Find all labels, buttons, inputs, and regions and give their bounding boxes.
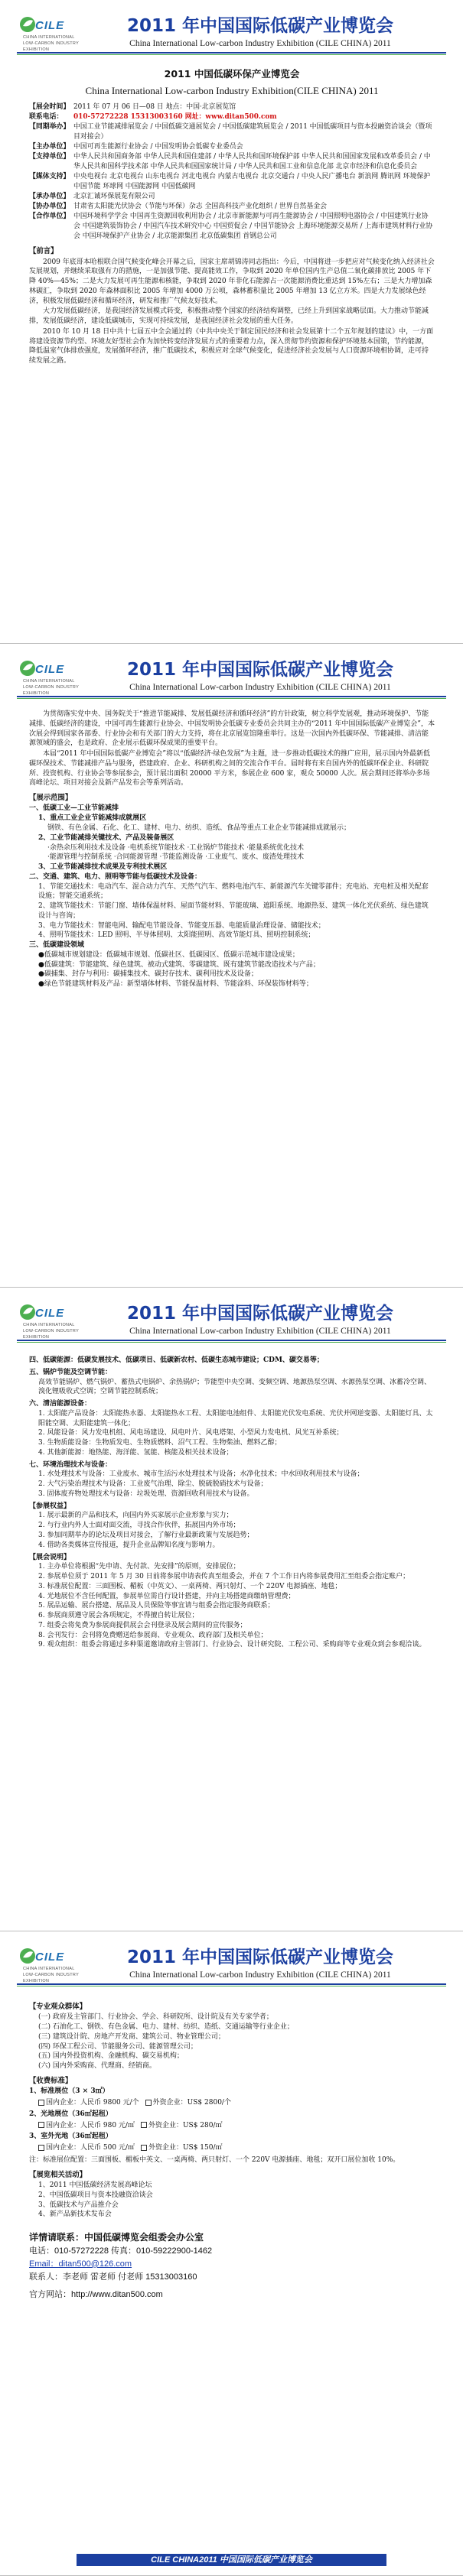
fee-foreign-text: 外资企业：US$ 2800/个 xyxy=(152,2099,231,2107)
exhibition-title-en: China International Low-carbon Industry Exhibition (CILE CHINA) 2011 xyxy=(129,1327,391,1336)
info-value: 2011 年 07 月 06 日—08 日 地点：中国·北京展览馆 xyxy=(73,103,236,112)
preface-paragraph: 2010 年 10 月 18 日中共十七届五中全会通过的《中共中央关于制定国民经济和社会发展第十二个五年规划的建议》中，一方面将建设资源节约型、环境友好型社会作为加快转变经济发展方式的重要着力点，深入贯彻节约资源和保护环境基本国策，节约能源，降低温室气体排放强度，发展循环经济，推广低碳技术，积极应对全球气候变化，促进经济社会发展与人口资源环境相协调，走可持续发展之路。 xyxy=(29,327,434,365)
fee-label: 2、光地展位（36㎡起租） xyxy=(29,2110,112,2118)
intro-text xyxy=(29,710,435,788)
header-divider-green xyxy=(17,54,446,55)
info-row xyxy=(29,152,435,172)
page3-item: 3. 生物质能设备：生物质发电、生物质燃料、沼气工程、生物柴油、燃料乙醇； xyxy=(38,1439,282,1447)
page3-lines xyxy=(29,1356,435,1650)
audience-item: (三) 建筑设计院、房地产开发商、建筑公司、物业管理公司； xyxy=(38,2032,225,2041)
scope-item: 二、交通、建筑、电力、照明等节能与低碳技术及设备： xyxy=(29,872,202,881)
scope-item: ●绿色节能建筑材料及产品：新型墙体材料、节能保温材料、节能涂料、环保装饰材料等； xyxy=(38,980,313,989)
info-list xyxy=(29,102,435,242)
info-row xyxy=(29,102,435,112)
logo-text: CILE xyxy=(35,1951,65,1964)
info-key: 【承办单位】 xyxy=(29,193,70,201)
footer-banner: CILE CHINA2011 中国国际低碳产业博览会 xyxy=(77,2554,386,2566)
fee-list xyxy=(29,2087,435,2153)
fee-foreign-text: 外资企业：US$ 150/㎡ xyxy=(148,2144,223,2152)
info-key: 【协办单位】 xyxy=(29,203,70,211)
expo-heading: 2011 中国低碳环保产业博览会 xyxy=(164,68,300,80)
page3-item: 5. 展品运输、展台搭建、展品及人员保险等事宜请与组委会指定服务商联系； xyxy=(38,1602,275,1610)
preface-title: 【前言】 xyxy=(29,247,58,256)
info-value: 甘肃省太阳能光伏协会（节能与环保）杂志 全国高科技产业化组织 / 世界自然基金会 xyxy=(73,203,327,211)
logo-subtitle: CHINA INTERNATIONAL LOW-CARBON INDUSTRY EXHIBITION xyxy=(23,1967,79,1983)
fee-domestic-text: 国内企业：人民币 500 元/㎡ xyxy=(46,2144,135,2152)
header-divider xyxy=(17,52,446,54)
fee-foreign-text: 外资企业：US$ 280/㎡ xyxy=(148,2121,223,2129)
page-header xyxy=(0,1931,463,1999)
scope-item: 1、重点工业企业节能减排成就展区 xyxy=(38,814,147,823)
info-key: 【展会时间】 xyxy=(29,103,70,112)
exhibition-title-en: China International Low-carbon Industry Exhibition (CILE CHINA) 2011 xyxy=(129,39,391,48)
scope-list xyxy=(29,804,435,989)
scope-item: 2、工业节能减排关键技术、产品及装备展区 xyxy=(38,833,174,842)
logo-text: CILE xyxy=(35,19,65,32)
audience-item: (四) 环保工程公司、节能服务公司、能源管理公司； xyxy=(38,2042,197,2051)
scope-item: ●低碳城市规划建设：低碳城市规划、低碳社区、低碳园区、低碳示范城市建设成果； xyxy=(38,950,299,959)
page-2 xyxy=(0,644,463,1288)
audience-list xyxy=(29,2012,435,2071)
contact-people: 联系人：李老师 雷老师 付老师 15313003160 xyxy=(29,2272,197,2282)
scope-item: 3、工业节能减排技术成果及专利技术展区 xyxy=(38,863,168,872)
scope-item: 3、电力节能技术：智能电网、输配电节能设备、节能变压器、电能质量治理设备、储能技术； xyxy=(38,921,325,930)
fee-block xyxy=(29,2132,435,2153)
page3-item: 1. 主办单位将根据“先申请、先付款、先安排”的原则，安排展位； xyxy=(38,1563,240,1571)
logo-subtitle: CHINA INTERNATIONAL LOW-CARBON INDUSTRY EXHIBITION xyxy=(23,35,79,52)
audience-title: 【专业观众群体】 xyxy=(29,2003,87,2011)
page3-item: 2. 与行业内外人士面对面交流，寻找合作伙伴，拓展国内外市场； xyxy=(38,1522,240,1530)
cile-logo xyxy=(18,1947,80,1983)
page3-item: 2. 大气污染治理技术与设备：工业废气治理、除尘、脱硫脱硝技术与设备； xyxy=(38,1480,268,1489)
scope-item: ·能源管理与控制系统 ·合同能源管理 ·节能监测设备 ·工业废气、废水、废渣处理技术 xyxy=(47,853,305,862)
info-row xyxy=(29,112,435,122)
info-value: 中华人民共和国商务部 中华人民共和国住建部 / 中华人民共和国环境保护部 中华人民共和国国家发展和改革委员会 / 中华人民共和国科学技术部 中华人民共和国国家统计局 / 中华人民共和国工业和信息化部 北京市经济和信息化委员会 xyxy=(73,153,431,171)
page-header xyxy=(0,644,463,711)
scope-item: 三、低碳建设领域 xyxy=(29,941,85,950)
fee-options xyxy=(29,2143,435,2153)
page-3 xyxy=(0,1288,463,1931)
fee-domestic-option[interactable] xyxy=(38,2098,139,2108)
audience-item: (六) 国内外采购商、代理商、经销商。 xyxy=(38,2062,156,2071)
info-key: 【媒体支持】 xyxy=(29,173,70,181)
page3-item: 8. 会刊发行：会刊将免费赠送给参展商、专业观众、政府部门及相关单位； xyxy=(38,1631,268,1639)
fee-title: 【收费标准】 xyxy=(29,2076,73,2085)
exhibition-title: 2011 年中国国际低碳产业博览会 xyxy=(126,16,394,36)
contact-block xyxy=(29,2230,435,2302)
header-divider xyxy=(17,696,446,697)
activity-title: 【展览相关活动】 xyxy=(29,2170,87,2179)
scope-item: 2、建筑节能技术：节能门窗、墙体保温材料、屋面节能材料、节能玻璃、遮阳系统、地源热泵、建筑一体化光伏系统、绿色建筑设计与咨询； xyxy=(38,902,429,920)
scope-item: 4、照明节能技术：LED 照明、半导体照明、太阳能照明、高效节能灯具、照明控制系统； xyxy=(38,931,315,940)
leaf-icon xyxy=(18,659,37,677)
fee-block xyxy=(29,2110,435,2131)
exhibition-title: 2011 年中国国际低碳产业博览会 xyxy=(126,1304,394,1324)
checkbox-icon[interactable] xyxy=(38,2145,44,2151)
page2-content xyxy=(29,710,435,989)
info-row xyxy=(29,192,435,202)
page3-item: 9. 观众组织：组委会将通过多种渠道邀请政府主管部门、行业协会、设计研究院、工程公司、采购商等专业观众到会参观洽谈。 xyxy=(38,1641,426,1649)
page-header xyxy=(0,1288,463,1355)
page3-item: 7. 组委会将免费为参展商提供展会会刊登录及展会期间的宣传服务； xyxy=(38,1621,247,1629)
info-row xyxy=(29,172,435,192)
scope-item: ●碳捕集、封存与利用：碳捕集技术、碳封存技术、碳利用技术及设备； xyxy=(38,970,258,979)
fee-label: 3、室外光地（36㎡起租） xyxy=(29,2133,112,2141)
checkbox-icon[interactable] xyxy=(38,2122,44,2128)
header-divider-green xyxy=(17,698,446,699)
page1-content xyxy=(29,66,435,367)
activity-list xyxy=(29,2181,435,2220)
intro-paragraph: 为贯彻落实党中央、国务院关于“推进节能减排、发展低碳经济和循环经济”的方针政策，树立科学发展观，推动环境保护、节能减排、低碳经济的建设，中国可再生能源行业协会、中国发明协会低碳专业委员会共同主办的“2011 年中国国际低碳产业博览会”，本次展会得到国家各部委、行业协会和有关部门的大力支持，将在北京展览馆隆重举行。这是一次国内外低碳环保、节能减排、清洁能源领域的盛会，也是政府、企业展示低碳环保成果的重要平台。 xyxy=(29,710,435,748)
activity-item: 2、中国低碳项目与资本投融资洽谈会 xyxy=(38,2191,153,2199)
audience-item: (二) 石油化工、钢铁、有色金属、电力、建材、纺织、造纸、交通运输等行业企业； xyxy=(38,2023,294,2032)
page-header xyxy=(0,0,463,67)
scope-item: ·余热余压利用技术及设备 ·电机系统节能技术 ·工业锅炉节能技术 ·能量系统优化技术 xyxy=(47,843,305,852)
leaf-icon xyxy=(18,1947,37,1965)
page3-item: 4. 借助各类媒体宣传报道，提升企业品牌知名度与影响力。 xyxy=(38,1541,220,1549)
fee-block xyxy=(29,2087,435,2108)
info-value: 中央电视台 北京电视台 山东电视台 河北电视台 内蒙古电视台 北京交通台 / 中央人民广播电台 新浪网 腾讯网 环境保护 中国节能 环球网 中国能源网 中国低碳网 xyxy=(73,173,431,191)
scope-item: 钢铁、有色金属、石化、化工、建材、电力、纺织、造纸、食品等重点工业企业节能减排成就展示； xyxy=(47,824,351,832)
audience-item: (一) 政府及主管部门、行业协会、学会、科研院所、设计院及有关专家学者； xyxy=(38,2013,273,2022)
info-value: 010-57272228 15313003160 网址：www.ditan500.com xyxy=(73,113,277,122)
activity-item: 3、低碳技术与产品推介会 xyxy=(38,2201,119,2209)
fee-foreign-option[interactable] xyxy=(145,2098,231,2108)
page-4 xyxy=(0,1931,463,2576)
info-key: 【同期举办】 xyxy=(29,123,70,132)
cile-logo xyxy=(18,659,80,696)
audience-item: (五) 国内外投资机构、金融机构、碳交易机构； xyxy=(38,2052,184,2061)
leaf-icon xyxy=(18,1303,37,1321)
page3-item: 【展会说明】 xyxy=(29,1553,71,1561)
info-row xyxy=(29,142,435,152)
page3-item: 3. 参加同期举办的论坛及项目对接会，了解行业最新政策与发展趋势； xyxy=(38,1532,254,1540)
fee-domestic-option[interactable] xyxy=(38,2121,135,2131)
checkbox-icon[interactable] xyxy=(145,2100,152,2106)
fee-options xyxy=(29,2098,435,2108)
scope-item: 1、节能交通技术：电动汽车、混合动力汽车、天然气汽车、燃料电池汽车、新能源汽车关键零部件；充电站、充电桩及相关配套设施；智能交通系统； xyxy=(38,882,429,901)
checkbox-icon[interactable] xyxy=(141,2145,147,2151)
page3-item: 【参展权益】 xyxy=(29,1502,71,1510)
website-link[interactable]: 官方网站：http://www.ditan500.com xyxy=(29,2289,163,2299)
header-divider-green xyxy=(17,1342,446,1343)
checkbox-icon[interactable] xyxy=(141,2122,147,2128)
exhibition-title: 2011 年中国国际低碳产业博览会 xyxy=(126,1947,394,1967)
page3-item: 2. 风能设备：风力发电机组、风电场建设、风电叶片、风电塔架、小型风力发电机、风光互补系统； xyxy=(38,1429,344,1437)
fee-foreign-option[interactable] xyxy=(141,2143,223,2153)
page4-content xyxy=(29,1997,435,2302)
fee-options xyxy=(29,2121,435,2131)
info-value: 北京汇诚环保展览有限公司 xyxy=(73,193,155,201)
page3-item: 1. 太阳能产品设备：太阳能热水器、太阳能热水工程、太阳能电池组件、太阳能光伏发电系统、光伏并网逆变器、太阳能灯具、太阳能空调、太阳能建筑一体化； xyxy=(38,1409,433,1428)
page3-item: 4. 光地展位不含任何配置，参展单位需自行设计搭建，并向主场搭建商缴纳管理费； xyxy=(38,1592,295,1600)
fee-domestic-option[interactable] xyxy=(38,2143,135,2153)
page3-item: 1. 水处理技术与设备：工业废水、城市生活污水处理技术与设备；水净化技术；中水回收利用技术与设备； xyxy=(38,1470,364,1479)
page3-item: 6. 参展商须遵守展会各项规定，不得擅自转让展位； xyxy=(38,1612,199,1620)
expo-heading-en: China International Low-carbon Industry Exhibition(CILE CHINA) 2011 xyxy=(85,84,379,96)
header-divider xyxy=(17,1340,446,1341)
info-key: 【支持单位】 xyxy=(29,153,70,161)
page-1 xyxy=(0,0,463,644)
info-value: 中国工业节能减排展览会 / 中国低碳交通展览会 / 中国低碳建筑展览会 / 2011 中国低碳项目与资本投融资洽谈会（暨项目对接会） xyxy=(73,123,432,141)
info-value: 中国环境科学学会 中国再生资源回收利用协会 / 北京市新能源与可再生能源协会 / 中国照明电器协会 / 中国建筑行业协会 中国建筑装饰协会 / 中国汽车技术研究中心 中国贸促会 / 中国节能协会 上海环境能源交易所 / 上海市建筑材料行业协会 中国环境保护产业协会 / 北京能源集团 北京低碳集团 首钢总公司 xyxy=(73,213,433,241)
page3-item: 2. 参展单位须于 2011 年 5 月 30 日前将参展申请表传真至组委会，并在 7 个工作日内将参展费用汇至组委会指定账户； xyxy=(38,1573,410,1581)
fee-foreign-option[interactable] xyxy=(141,2121,223,2131)
contact-phone: 电话：010-57272228 传真：010-59222900-1462 xyxy=(29,2246,213,2256)
page3-item: 3. 固体废弃物处理技术与设备：垃圾处理、资源回收利用技术与设备。 xyxy=(38,1489,254,1498)
fee-note: 注：标准展位配置：三面围板、楣板中英文、一桌两椅、两只射灯、一个 220V 电源插座、地毯；双开口展位加收 10%。 xyxy=(29,2155,400,2164)
fee-label: 1、标准展位（3 × 3㎡） xyxy=(29,2087,109,2096)
exhibition-title: 2011 年中国国际低碳产业博览会 xyxy=(126,660,394,680)
leaf-icon xyxy=(18,15,37,34)
info-row xyxy=(29,122,435,142)
scope-item: ●低碳建筑：节能建筑、绿色建筑、被动式建筑、零碳建筑、既有建筑节能改造技术与产品； xyxy=(38,960,320,969)
preface-paragraph: 2009 年底哥本哈根联合国气候变化峰会开幕之后，国家主席胡锦涛同志指出：今后，中国将进一步把应对气候变化纳入经济社会发展规划，并继续采取强有力的措施，一是加强节能、提高能效工作，争取到 2020 年单位国内生产总值二氧化碳排放比 2005 年下降 40%—45%；二是大力发展可再生能源和核能，争取到 2020 年非化石能源占一次能源消费比重达到 15%左右；三是大力增加森林碳汇，争取到 2020 年森林面积比 2005 年增加 4000 万公顷，森林蓄积量比 2005 年增加 13 亿立方米。四是大力发展绿色经济，积极发展低碳经济和循环经济，研发和推广气候友好技术。 xyxy=(29,258,435,305)
contact-title: 详情请联系：中国低碳博览会组委会办公室 xyxy=(29,2232,204,2243)
page3-item: 五、锅炉节能及空调节能： xyxy=(29,1368,112,1376)
contact-email-link[interactable]: Email：ditan500@126.com xyxy=(29,2259,132,2269)
logo-subtitle: CHINA INTERNATIONAL LOW-CARBON INDUSTRY EXHIBITION xyxy=(23,1323,79,1340)
page3-item: 六、清洁能源设备： xyxy=(29,1400,92,1408)
page3-content xyxy=(29,1353,435,1650)
fee-domestic-text: 国内企业：人民币 9800 元/个 xyxy=(46,2099,139,2107)
preface-paragraph: 大力发展低碳经济，是我国经济发展模式转变，积极推动整个国家的经济结构调整，已经上升到国家战略层面。大力推动节能减排，发展低碳经济，建设低碳城市，实现可持续发展，是我国经济社会发展的重大任务。 xyxy=(29,307,429,326)
page3-item: 1. 展示最新的产品和技术，向国内外买家展示企业形象与实力； xyxy=(38,1512,233,1520)
page3-item: 3. 标准展位配置：三面围板、楣板（中英文）、一桌两椅、两只射灯、一个 220V 电源插座、地毯； xyxy=(38,1582,342,1590)
fee-domestic-text: 国内企业：人民币 980 元/㎡ xyxy=(46,2121,135,2129)
logo-subtitle: CHINA INTERNATIONAL LOW-CARBON INDUSTRY EXHIBITION xyxy=(23,679,79,696)
checkbox-icon[interactable] xyxy=(38,2100,44,2106)
header-divider xyxy=(17,1983,446,1985)
info-value: 中国可再生能源行业协会 / 中国发明协会低碳专业委员会 xyxy=(73,143,243,151)
cile-logo xyxy=(18,15,80,52)
info-key: 【合作单位】 xyxy=(29,213,70,221)
scope-title: 【展示范围】 xyxy=(29,794,73,803)
logo-text: CILE xyxy=(35,663,65,676)
info-row xyxy=(29,212,435,242)
activity-item: 4、新产品新技术发布会 xyxy=(38,2211,112,2219)
info-key: 【主办单位】 xyxy=(29,143,70,151)
page3-item: 七、环境治理技术与设备： xyxy=(29,1460,112,1469)
info-row xyxy=(29,202,435,212)
exhibition-title-en: China International Low-carbon Industry Exhibition (CILE CHINA) 2011 xyxy=(129,683,391,692)
cile-logo xyxy=(18,1303,80,1340)
logo-text: CILE xyxy=(35,1307,65,1320)
page3-item: 四、低碳能源：低碳发展技术、低碳项目、低碳新农村、低碳生态城市建设；CDM、碳交易等； xyxy=(29,1356,324,1364)
page3-item: 4. 其他新能源：地热能、海洋能、氢能、核能及相关技术设备； xyxy=(38,1448,233,1457)
scope-item: 一、低碳工业—工业节能减排 xyxy=(29,804,119,813)
page3-item: 高效节能锅炉、燃气锅炉、蓄热式电锅炉、余热锅炉；节能型中央空调、变频空调、地源热泵空调、水源热泵空调、冰蓄冷空调、溴化锂吸收式空调；空调节能控制系统； xyxy=(38,1378,432,1396)
exhibition-title-en: China International Low-carbon Industry Exhibition (CILE CHINA) 2011 xyxy=(129,1970,391,1980)
activity-item: 1、2011 中国低碳经济发展高峰论坛 xyxy=(38,2181,152,2189)
preface xyxy=(29,258,435,366)
intro-paragraph: 本届“2011 年中国国际低碳产业博览会”将以“低碳经济·绿色发展”为主题，进一步推动低碳技术的推广应用，展示国内外最新低碳环保技术、节能减排产品与服务，搭建政府、企业、科研机构之间的交流合作平台。届时将有来自国内外的低碳环保企业、科研院所、投资机构、行业协会等参展参会，预计展出面积 20000 平方米，参展企业 600 家，观众 50000 人次。展会期间还将举办多场高峰论坛、项目对接会及新产品发布会等系列活动。 xyxy=(29,750,431,788)
info-key: 联系电话： xyxy=(29,113,64,122)
